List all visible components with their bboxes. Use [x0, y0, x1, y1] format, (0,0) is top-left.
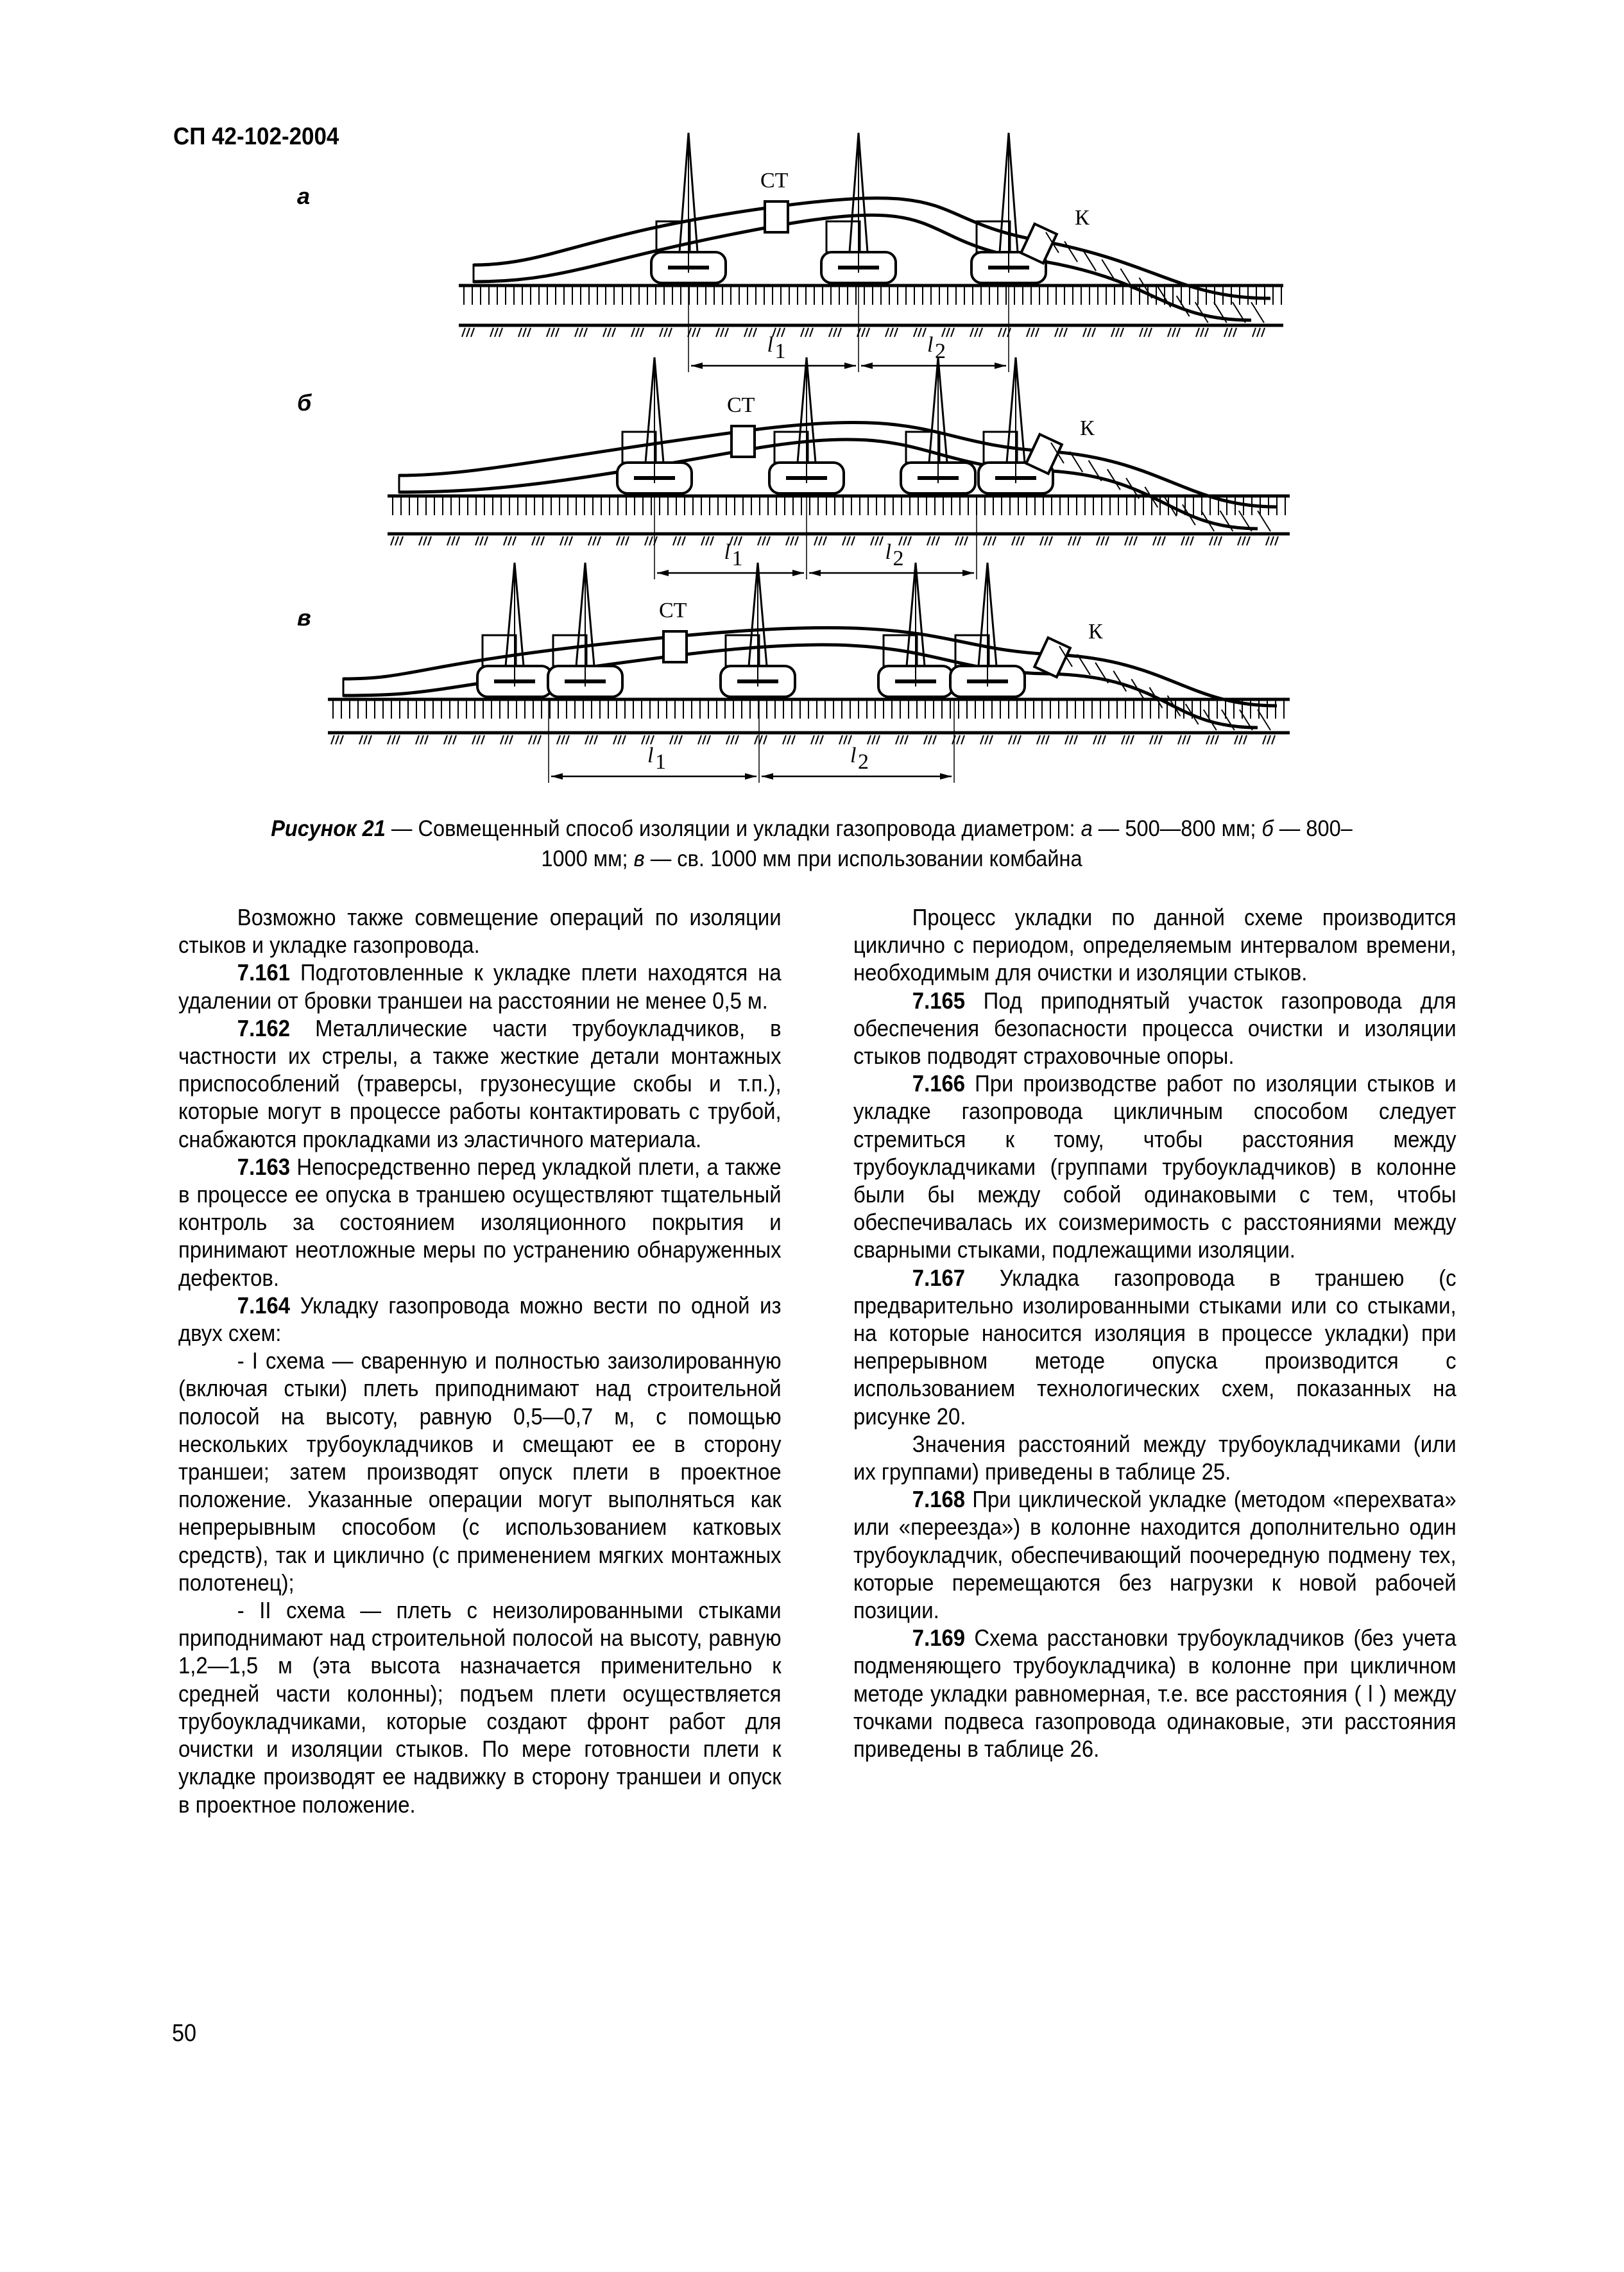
caption-title: Рисунок 21: [271, 816, 386, 841]
caption-c-text: — св. 1000 мм при использовании комбайна: [644, 846, 1082, 871]
clause-number: 7.163: [237, 1153, 291, 1180]
dimension-subscript: 1: [731, 547, 743, 570]
dimension-subscript: 1: [774, 339, 786, 363]
paragraph-text: Значения расстояний между трубоукладчиками (или их группами) приведены в таблице 25.: [853, 1430, 1457, 1485]
combine-label: К: [1088, 620, 1103, 644]
clause-number: 7.168: [912, 1486, 966, 1513]
combine-label: К: [1075, 206, 1090, 230]
combine-unit: [1034, 638, 1070, 677]
paragraph-text: Возможно также совмещение операций по изоляции стыков и укладке газопровода.: [178, 904, 782, 959]
clause-paragraph: [853, 987, 1457, 1070]
paragraph-text: Подготовленные к укладке плети находятся на удалении от бровки траншеи на расстоянии не менее 0,5 м.: [178, 959, 782, 1014]
paragraph-text: - I схема — сваренную и полностью заизолированную (включая стыки) плеть приподнимают над строительной полосой на высоту, равную 0,5—0,7 м, с помощью нескольких трубоукладчиков и смещают ее в сторону траншеи; затем производят опуск плети в проектное положение. Указанные операции могут выполняться как непрерывным способом (с использованием катковых средств), так и циклично (с применением мягких монтажных полотенец);: [178, 1347, 782, 1596]
clause-number: 7.169: [912, 1625, 966, 1652]
clause-paragraph: [853, 1485, 1457, 1624]
clause-number: 7.161: [237, 959, 291, 986]
dimension-label: l: [724, 540, 730, 564]
caption-b-label: б: [1261, 816, 1274, 841]
caption-a-text: — 500—800 мм;: [1092, 816, 1262, 841]
dimension-subscript: 2: [893, 547, 904, 570]
pipelayer-cab: [483, 635, 516, 666]
trench-hatching: [462, 328, 1265, 337]
paragraph-text: Процесс укладки по данной схеме производится циклично с периодом, определяемым интервалом времени, необходимым для очистки и изоляции стыков.: [853, 904, 1457, 986]
paragraph: [178, 1596, 782, 1818]
clause-paragraph: [178, 1292, 782, 1347]
clause-number: 7.167: [912, 1264, 966, 1291]
figure-caption: [218, 814, 1406, 874]
clause-paragraph: [178, 1014, 782, 1153]
figure-21-diagram: [0, 0, 1624, 808]
dimension-label: l: [850, 744, 857, 767]
joint-label: СТ: [659, 599, 687, 622]
pipelayer-cab: [826, 221, 860, 252]
soil-hatching: [333, 699, 1284, 719]
paragraph-text: Непосредственно перед укладкой плети, а также в процессе ее опуска в траншею осуществляют тщательный контроль за состоянием изоляционного покрытия и принимают неотложные меры по устранению обнаруженных дефектов.: [178, 1153, 782, 1291]
caption-b-text: — 800–: [1273, 816, 1353, 841]
clause-paragraph: [853, 1264, 1457, 1430]
paragraph-text: Укладку газопровода можно вести по одной из двух схем:: [178, 1292, 782, 1347]
paragraph-text: При циклической укладке (методом «перехвата» или «переезда») в колонне находится дополнительно один трубоукладчик, обеспечивающий поочередную подмену тех, которые перемещаются без нагрузки к новой рабочей позиции.: [853, 1486, 1457, 1624]
paragraph-text: При производстве работ по изоляции стыков и укладке газопровода цикличным способом следует стремиться к тому, чтобы расстояния между трубоукладчиками (группами трубоукладчиков) в колонне были бы между собой одинаковыми с тем, чтобы обеспечивалась их соизмеримость с расстояниями между сварными стыками, подлежащими изоляции.: [853, 1070, 1457, 1263]
paragraph-text: - II схема — плеть с неизолированными стыками приподнимают над строительной полосой на высоту, равную 1,2—1,5 м (эта высота назначается применительно к средней части колонны); подъем плети осуществляется трубоукладчиками, которые создают фронт работ для очистки и изоляции стыков. По мере готовности плети к укладке производят ее надвижку в сторону траншеи и опуск в проектное положение.: [178, 1597, 782, 1818]
paragraph: [853, 1430, 1457, 1485]
dimension-label: l: [927, 333, 934, 357]
joint-label: СТ: [760, 169, 789, 192]
dimension-subscript: 2: [935, 339, 946, 363]
insulation-wrap-pattern: [1046, 232, 1264, 323]
paragraph-text: Укладка газопровода в траншею (с предварительно изолированными стыками или со стыками, на которые наносится изоляция в процессе укладки) при непрерывном методе опуска производится с использованием технологических схем, показанных на рисунке 20.: [853, 1264, 1457, 1430]
paragraph-text: Под приподнятый участок газопровода для обеспечения безопасности процесса очистки и изоляции стыков подводят страховочные опоры.: [853, 987, 1457, 1070]
paragraph-text: Металлические части трубоукладчиков, в частности их стрелы, а также жесткие детали монтажных приспособлений (траверсы, грузонесущие скобы и т.п.), которые могут в процессе работы контактировать с трубой, снабжаются прокладками из эластичного материала.: [178, 1014, 782, 1152]
weld-joint-marker: [765, 201, 788, 232]
trench-hatching: [391, 536, 1278, 545]
pipelayer-cab: [774, 432, 808, 463]
caption-text: Совмещенный способ изоляции и укладки газопровода диаметром:: [418, 816, 1081, 841]
subfigure-label: а: [297, 183, 311, 209]
trench-hatching: [331, 735, 1275, 744]
clause-paragraph: [853, 1624, 1457, 1763]
joint-label: СТ: [727, 393, 755, 417]
subfigure-label: б: [297, 389, 312, 416]
dimension-label: l: [647, 744, 654, 767]
paragraph-text: Схема расстановки трубоукладчиков (без учета подменяющего трубоукладчика) в колонне при цикличном методе укладки равномерная, т.е. все расстояния ( l ) между точками подвеса газопровода одинаковые, эти расстояния приведены в таблице 26.: [853, 1625, 1457, 1763]
dimension-subscript: 2: [858, 750, 869, 774]
clause-paragraph: [178, 1153, 782, 1292]
clause-number: 7.166: [912, 1070, 966, 1097]
subfigure-label: в: [297, 604, 311, 631]
dimension-subscript: 1: [655, 750, 666, 774]
caption-c-label: в: [633, 846, 645, 871]
clause-paragraph: [853, 1070, 1457, 1263]
combine-label: К: [1080, 416, 1095, 440]
left-text-column: [178, 903, 782, 1818]
caption-line2-start: 1000 мм;: [541, 846, 634, 871]
weld-joint-marker: [663, 631, 687, 662]
paragraph: [178, 903, 782, 959]
dimension-label: l: [767, 333, 773, 357]
paragraph: [178, 1347, 782, 1596]
weld-joint-marker: [731, 426, 755, 457]
clause-paragraph: [178, 959, 782, 1014]
dimension-label: l: [885, 540, 891, 564]
right-text-column: [853, 903, 1457, 1763]
soil-hatching: [393, 496, 1285, 515]
caption-a-label: а: [1081, 816, 1093, 841]
clause-number: 7.165: [912, 987, 966, 1014]
document-code-header: СП 42-102-2004: [173, 123, 339, 150]
clause-number: 7.164: [237, 1292, 291, 1319]
clause-number: 7.162: [237, 1014, 291, 1041]
paragraph: [853, 903, 1457, 987]
page-number: 50: [172, 2020, 197, 2047]
caption-dash: —: [385, 816, 418, 841]
